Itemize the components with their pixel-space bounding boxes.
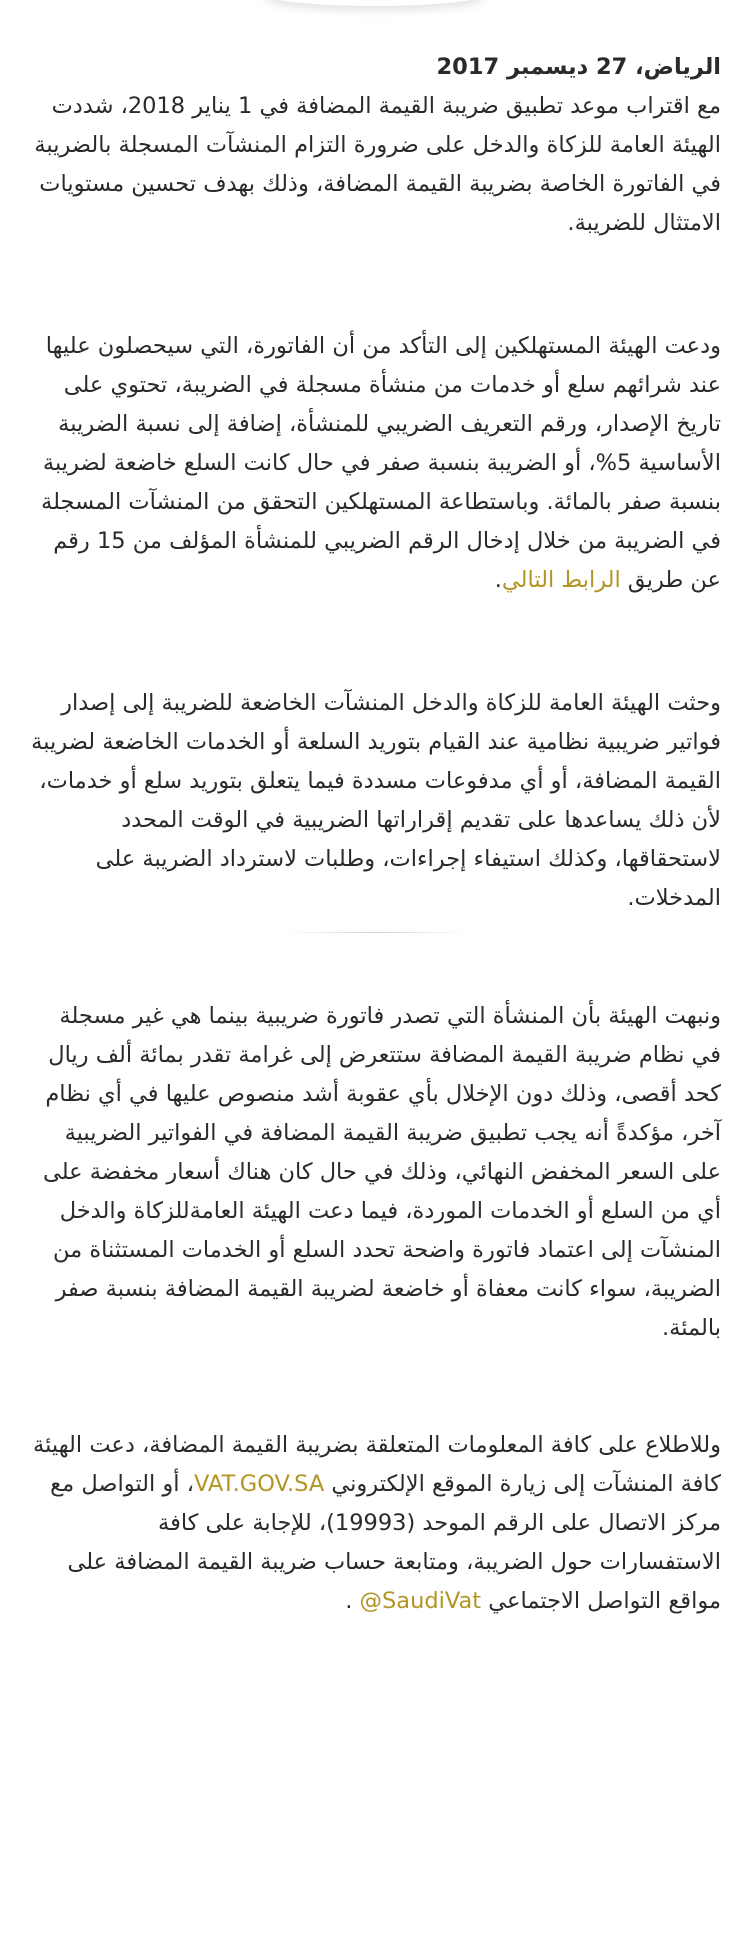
contact-text-part1: وللاطلاع على كافة المعلومات المتعلقة بضريبة القيمة المضافة، دعت الهيئة كافة المنشآت إلى زيارة الموقع الإلكتروني — [33, 1432, 721, 1497]
section-divider — [281, 932, 471, 933]
paragraph-contact-info — [31, 1426, 721, 1621]
paragraph-consumer-verification — [31, 327, 721, 600]
top-card-shadow — [265, 0, 485, 6]
paragraph-vat-compliance: مع اقتراب موعد تطبيق ضريبة القيمة المضافة في 1 يناير 2018، شددت الهيئة العامة للزكاة والدخل على ضرورة التزام المنشآت المسجلة بالضريبة في الفاتورة الخاصة بضريبة القيمة المضافة، وذلك بهدف تحسين مستويات الامتثال للضريبة. — [34, 93, 721, 236]
contact-text-part2: ، أو التواصل مع مركز الاتصال على الرقم الموحد (19993)، للإجابة على كافة الاستفسارات حول الضريبة، ومتابعة حساب ضريبة القيمة المضافة على مواقع التواصل الاجتماعي — [50, 1471, 721, 1614]
paragraph-tax-invoices: وحثت الهيئة العامة للزكاة والدخل المنشآت الخاضعة للضريبة إلى إصدار فواتير ضريبية نظامية عند القيام بتوريد السلعة أو الخدمات الخاضعة لضريبة القيمة المضافة، أو أي مدفوعات مسددة فيما يتعلق بتوريد سلع أو خدمات، لأن ذلك يساعدها على تقديم إقراراتها الضريبية في الوقت المحدد لاستحقاقها، وكذلك استيفاء إجراءات، وطلبات لاسترداد الضريبة على المدخلات. — [31, 690, 721, 911]
vat-website-link[interactable]: VAT.GOV.SA — [193, 1471, 325, 1497]
social-handle-link[interactable]: SaudiVat@ — [359, 1588, 482, 1614]
contact-text-end: . — [345, 1588, 360, 1614]
verification-link[interactable]: الرابط التالي — [501, 567, 621, 593]
paragraph-consumer-verification-text: ودعت الهيئة المستهلكين إلى التأكد من أن الفاتورة، التي سيحصلون عليها عند شرائهم سلع أو خدمات من منشأة مسجلة في الضريبة، تحتوي على تاريخ الإصدار، ورقم التعريف الضريبي للمنشأة، إضافة إلى نسبة الضريبة الأساسية 5%، أو الضريبة بنسبة صفر في حال كانت السلع خاضعة لضريبة بنسبة صفر بالمائة. وباستطاعة المستهلكين التحقق من المنشآت المسجلة في الضريبة من خلال إدخال الرقم الضريبي للمنشأة المؤلف من 15 رقم عن طريق — [41, 333, 721, 593]
paragraph-penalties: ونبهت الهيئة بأن المنشأة التي تصدر فاتورة ضريبية بينما هي غير مسجلة في نظام ضريبة القيمة المضافة ستتعرض إلى غرامة تقدر بمائة ألف ريال كحد أقصى، وذلك دون الإخلال بأي عقوبة أشد منصوص عليها في أي نظام آخر، مؤكدةً أنه يجب تطبيق ضريبة القيمة المضافة في الفواتير الضريبية على السعر المخفض النهائي، وذلك في حال كان هناك أسعار مخفضة على أي من السلع أو الخدمات الموردة، فيما دعت الهيئة العامةللزكاة والدخل المنشآت إلى اعتماد فاتورة واضحة تحدد السلع أو الخدمات المستثناة من الضريبة، سواء كانت معفاة أو خاضعة لضريبة القيمة المضافة بنسبة صفر بالمئة. — [42, 1003, 721, 1341]
article-body — [31, 48, 721, 1621]
paragraph-end-dot: . — [494, 567, 502, 593]
article-dateline: الرياض، 27 ديسمبر 2017 — [436, 54, 721, 80]
